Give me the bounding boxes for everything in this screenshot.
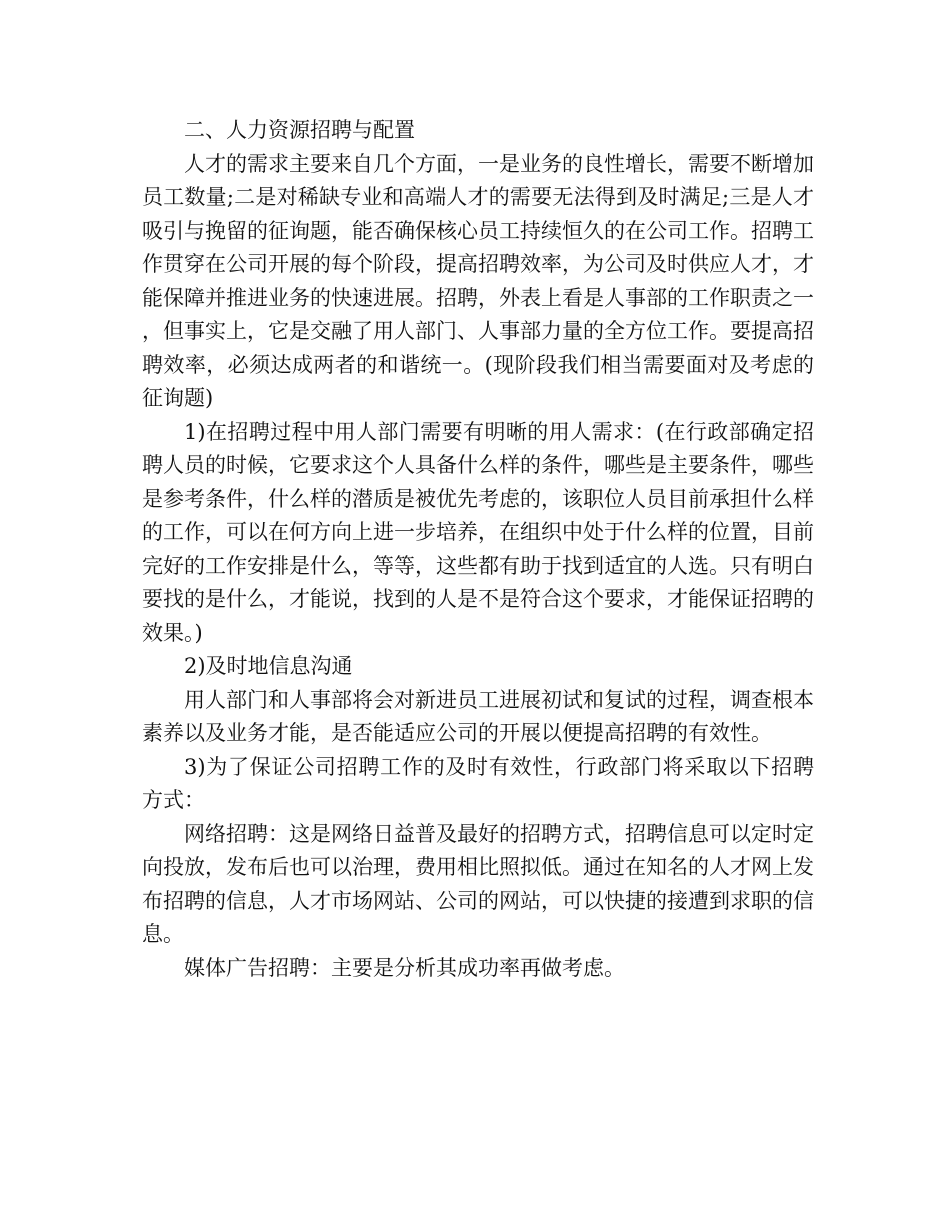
paragraph-communication: 用人部门和人事部将会对新进员工进展初试和复试的过程，调查根本素养以及业务才能，是否能适应公司的开展以便提高招聘的有效性。: [142, 687, 814, 745]
paragraph-item-3: 3)为了保证公司招聘工作的及时有效性，行政部门将采取以下招聘方式：: [142, 754, 814, 812]
paragraph-item-2: 2)及时地信息沟通: [184, 654, 353, 678]
paragraph-online-recruiting: 网络招聘：这是网络日益普及最好的招聘方式，招聘信息可以定时定向投放，发布后也可以治理，费用相比照拟低。通过在知名的人才网上发布招聘的信息，人才市场网站、公司的网站，可以快捷的接遭到求职的信息。: [142, 821, 814, 946]
paragraph-talent-demand: 人才的需求主要来自几个方面，一是业务的良性增长，需要不断增加员工数量;二是对稀缺专业和高端人才的需要无法得到及时满足;三是人才吸引与挽留的征询题，能否确保核心员工持续恒久的在公司工作。招聘工作贯穿在公司开展的每个阶段，提高招聘效率，为公司及时供应人才，才能保障并推进业务的快速进展。招聘，外表上看是人事部的工作职责之一，但事实上，它是交融了用人部门、人事部力量的全方位工作。要提高招聘效率，必须达成两者的和谐统一。(现阶段我们相当需要面对及考虑的征询题): [142, 151, 814, 410]
section-heading: 二、人力资源招聘与配置: [184, 118, 415, 142]
paragraph-media-recruiting: 媒体广告招聘：主要是分析其成功率再做考虑。: [184, 955, 625, 980]
paragraph-item-1: 1)在招聘过程中用人部门需要有明晰的用人需求：(在行政部确定招聘人员的时候，它要求这个人具备什么样的条件，哪些是主要条件，哪些是参考条件，什么样的潜质是被优先考虑的，该职位人员目前承担什么样的工作，可以在何方向上进一步培养，在组织中处于什么样的位置，目前完好的工作安排是什么，等等，这些都有助于找到适宜的人选。只有明白要找的是什么，才能说，找到的人是不是符合这个要求，才能保证招聘的效果。): [142, 419, 814, 645]
document-body: [142, 114, 814, 985]
